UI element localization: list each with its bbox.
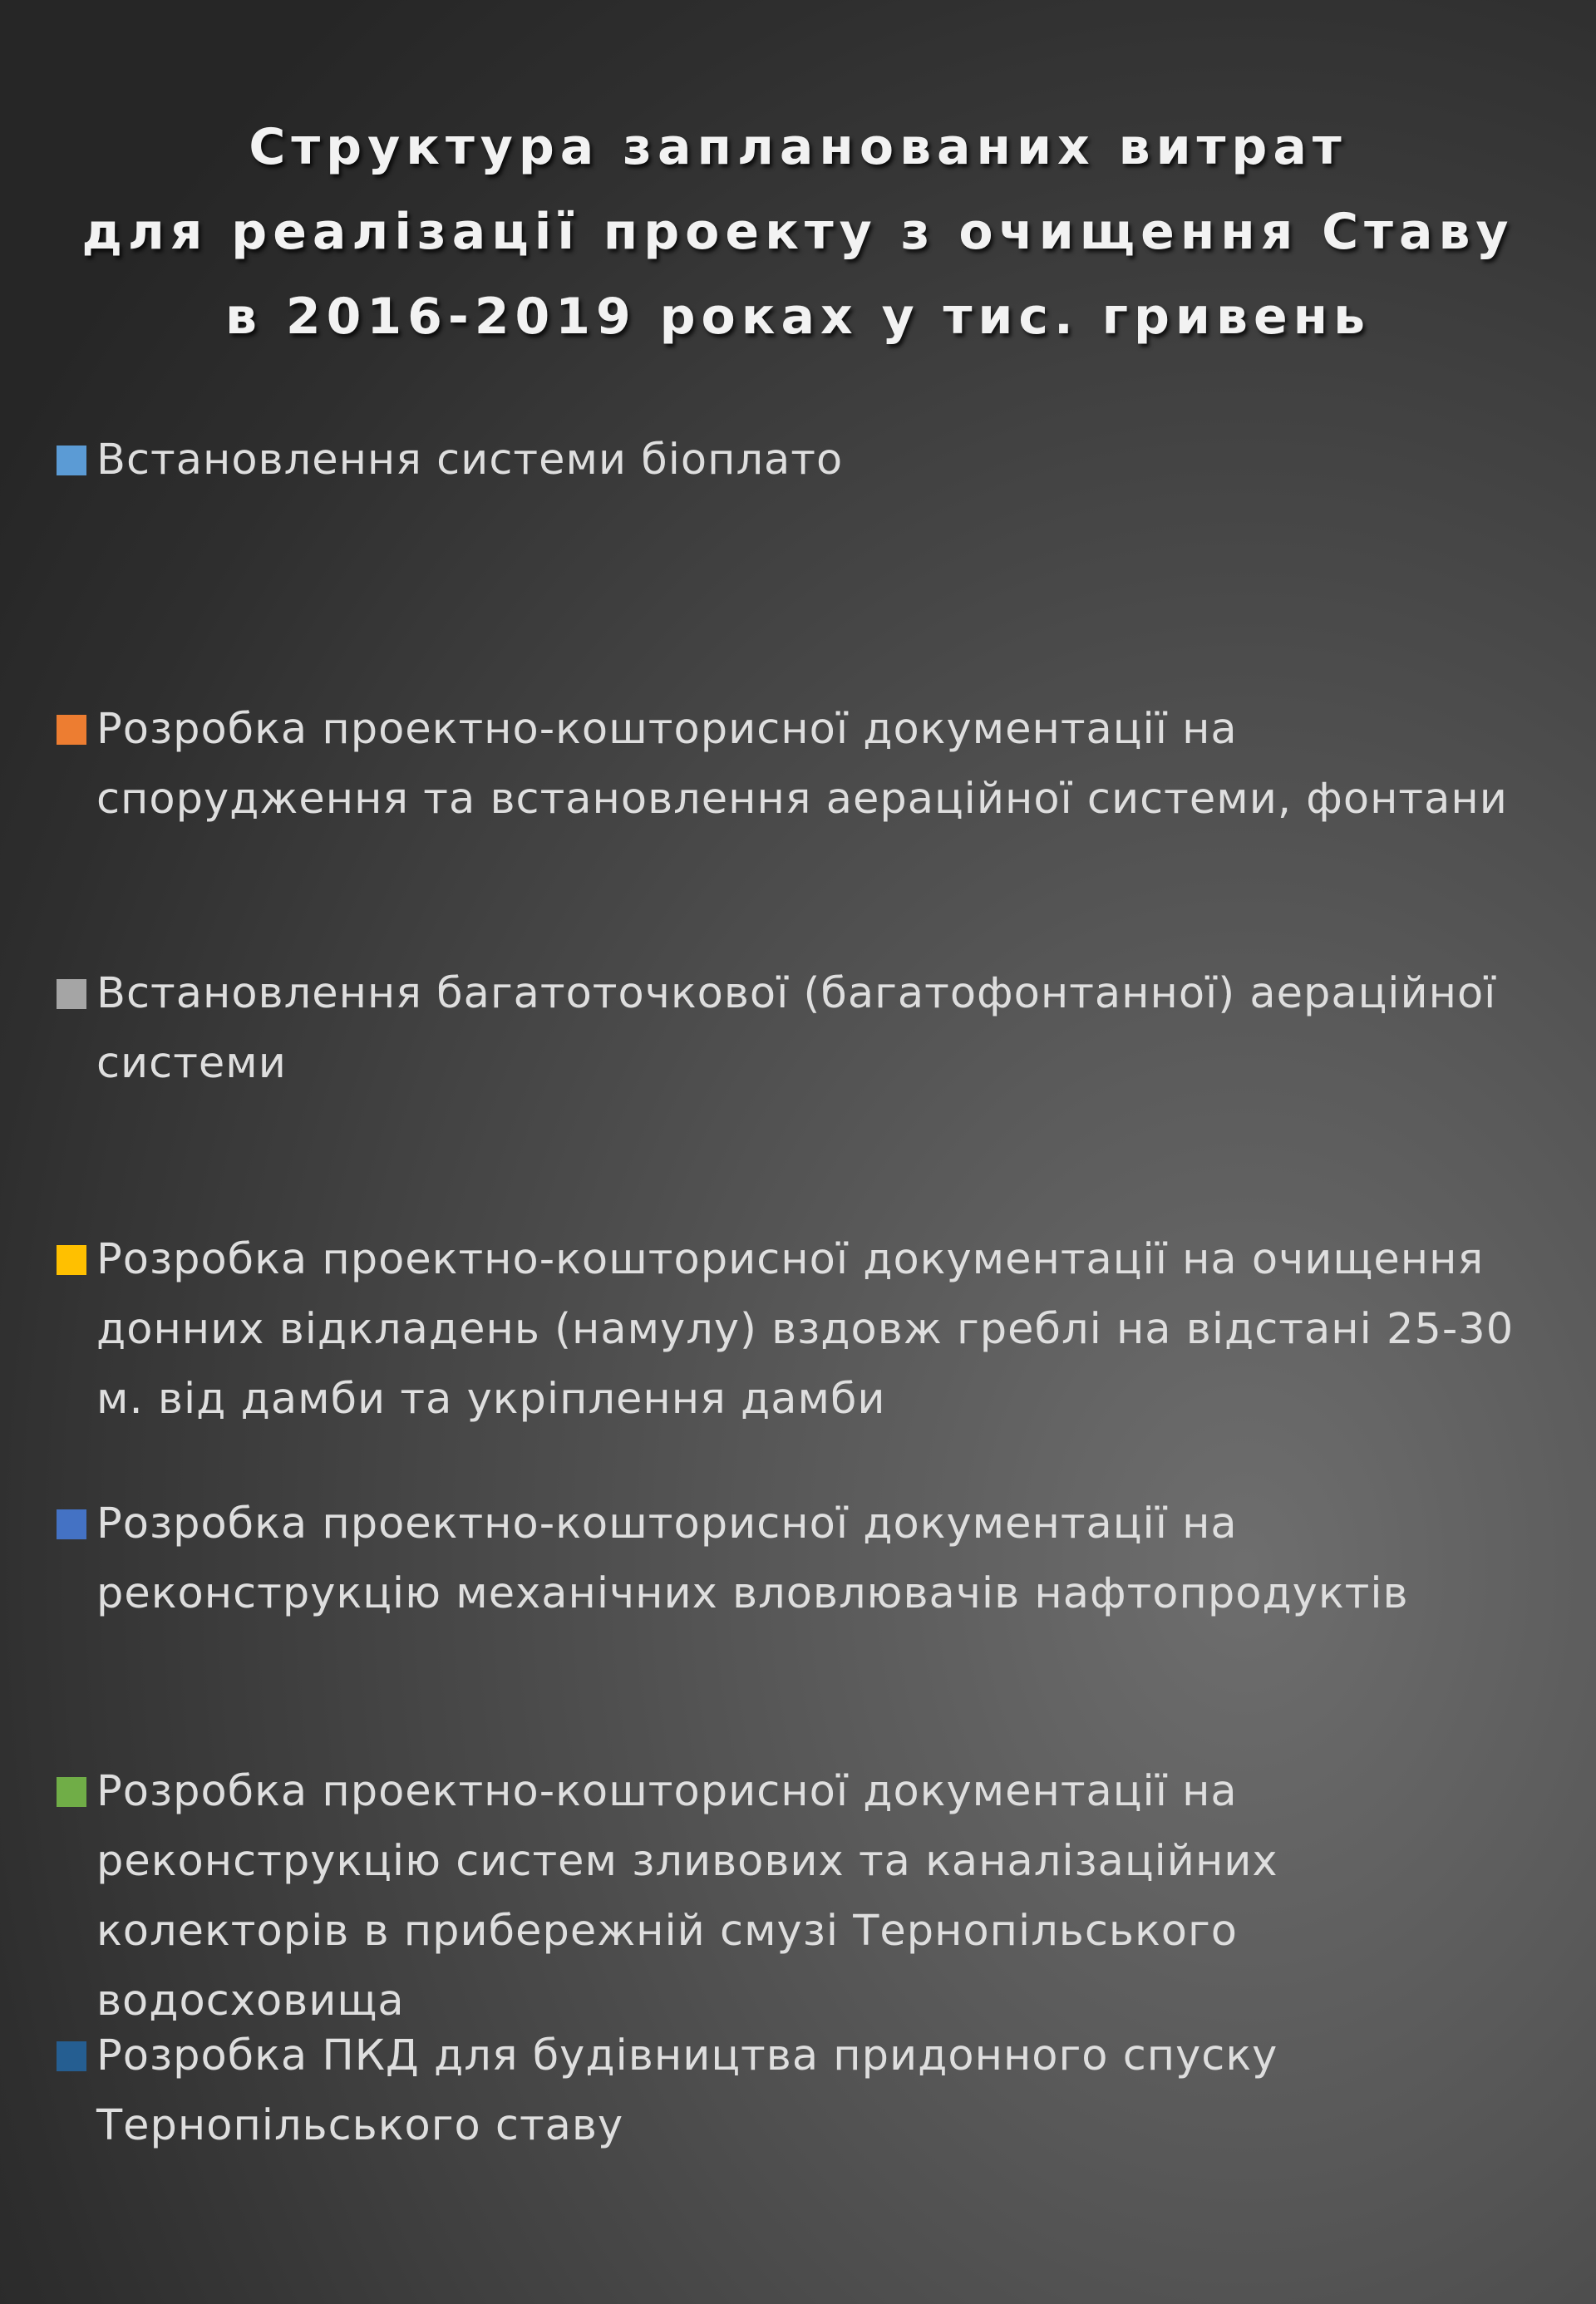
legend-item-sediment-cleaning	[57, 1225, 1586, 1435]
legend-swatch	[57, 1509, 86, 1539]
chart-title-line-1: Структура запланованих витрат	[249, 118, 1347, 176]
legend-label: Розробка проектно-кошторисної документації на реконструкцію систем зливових та каналізаційних колекторів в прибережній смузі Тернопільського водосховища	[96, 1767, 1278, 2026]
legend-label: Встановлення системи біоплато	[96, 436, 844, 485]
legend-label: Розробка ПКД для будівництва придонного спуску Тернопільського ставу	[96, 2031, 1278, 2150]
legend-swatch	[57, 2041, 86, 2071]
chart-title-line-2: для реалізації проекту з очищення Ставу	[81, 203, 1515, 261]
chart-title	[0, 105, 1596, 359]
legend-item-bioplato	[57, 426, 1586, 495]
legend-swatch	[57, 446, 86, 475]
legend-item-aeration-design	[57, 695, 1586, 834]
legend-item-bottom-outlet	[57, 2021, 1586, 2161]
legend-swatch	[57, 715, 86, 745]
legend-label: Розробка проектно-кошторисної документації на реконструкцію механічних вловлювачів нафтопродуктів	[96, 1499, 1409, 1618]
legend-label: Розробка проектно-кошторисної документації на спорудження та встановлення аераційної системи, фонтани	[96, 705, 1508, 824]
legend-label: Розробка проектно-кошторисної документації на очищення донних відкладень (намулу) вздовж греблі на відстані 25-30 м. від дамби та укріплення дамби	[96, 1235, 1515, 1424]
legend-label: Встановлення багатоточкової (багатофонтанної) аераційної системи	[96, 969, 1497, 1088]
legend-item-multipoint-aeration	[57, 959, 1586, 1099]
legend-item-sewer-collectors	[57, 1757, 1586, 2036]
chart-title-line-3: в 2016-2019 роках у тис. гривень	[224, 288, 1372, 346]
legend-swatch	[57, 1245, 86, 1275]
legend-swatch	[57, 979, 86, 1009]
legend-swatch	[57, 1777, 86, 1807]
legend-item-oil-traps	[57, 1489, 1586, 1629]
